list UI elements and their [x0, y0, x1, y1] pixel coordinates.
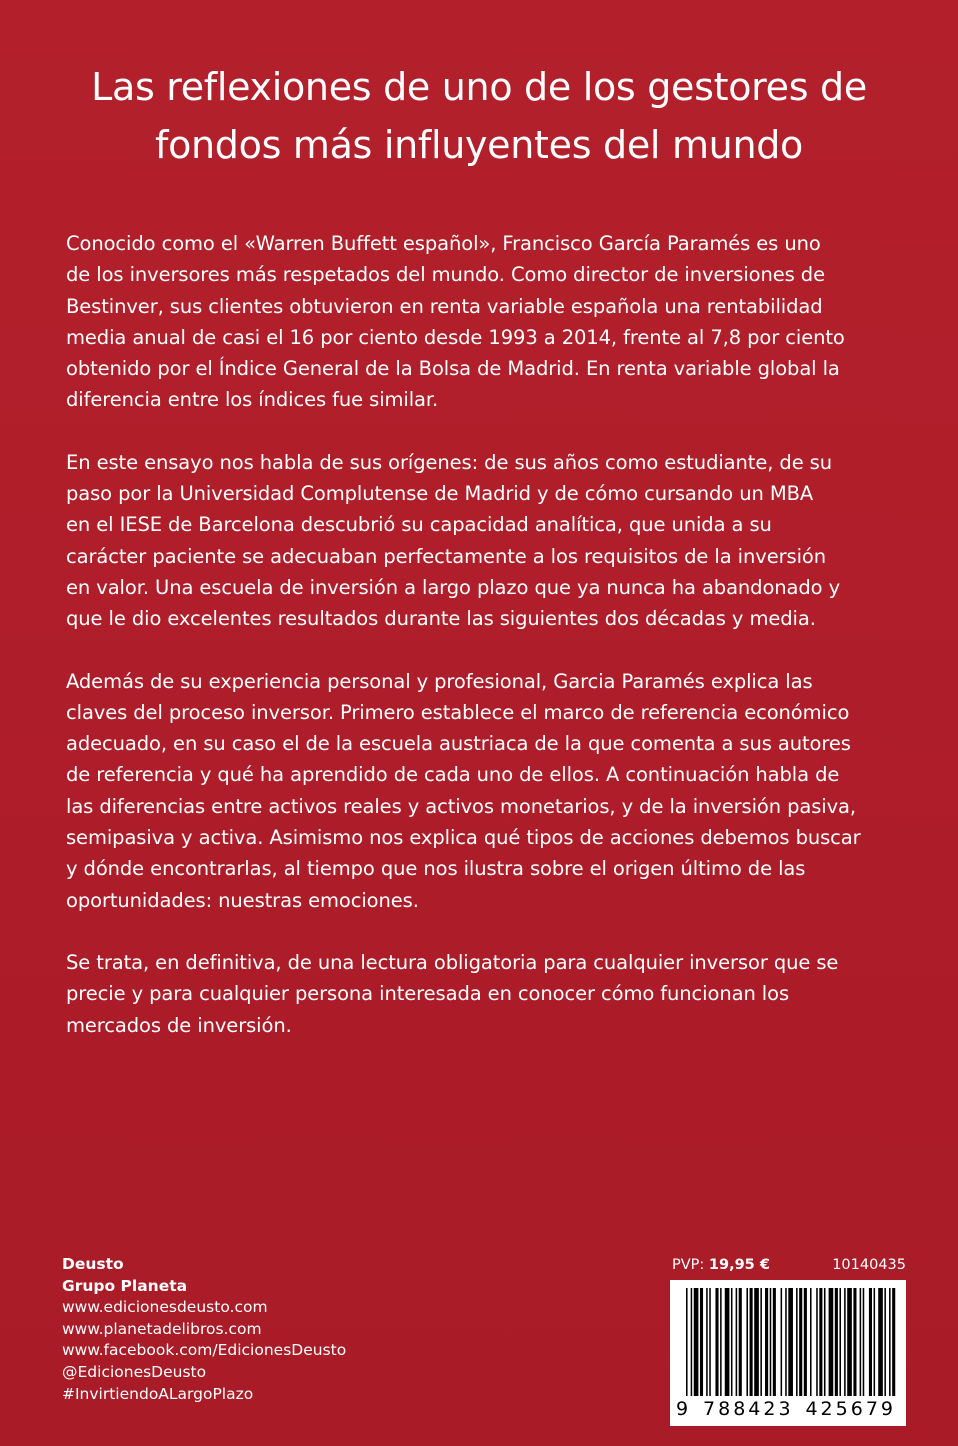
publisher-facebook: www.facebook.com/EdicionesDeusto [62, 1341, 347, 1360]
publisher-website: www.edicionesdeusto.com [62, 1298, 268, 1317]
text-line: de los inversores más respetados del mundo. Como director de inversiones de [66, 263, 825, 287]
barcode-bar [796, 1288, 798, 1396]
barcode-bar [754, 1288, 759, 1396]
barcode-bar [739, 1288, 742, 1396]
headline-line: fondos más influyentes del mundo [155, 123, 803, 167]
barcode-bar [816, 1288, 818, 1396]
text-line: en el IESE de Barcelona descubrió su capacidad analítica, que unida a su [66, 513, 772, 537]
barcode-bar [709, 1288, 711, 1396]
publisher-social-handle: @EdicionesDeusto [62, 1362, 207, 1381]
barcode-bar [731, 1288, 733, 1396]
product-code: 10140435 [832, 1257, 906, 1273]
text-line: de referencia y qué ha aprendido de cada uno de ellos. A continuación habla de [66, 763, 840, 787]
barcode-bar [889, 1288, 891, 1396]
text-line: paso por la Universidad Complutense de Madrid y de cómo cursando un MBA [66, 482, 814, 506]
barcode-bar [824, 1288, 826, 1396]
text-line: oportunidades: nuestras emociones. [66, 888, 419, 912]
barcode-bar [863, 1288, 865, 1396]
barcode-bar [750, 1288, 753, 1396]
barcode-digit-group: 788423 [703, 1398, 794, 1420]
text-line: las diferencias entre activos reales y activos monetarios, y de la inversión pasiva, [66, 794, 856, 818]
barcode-bar [835, 1288, 838, 1396]
text-line: que le dio excelentes resultados durante las siguientes dos décadas y media. [66, 607, 816, 631]
text-line: diferencia entre los índices fue similar. [66, 388, 439, 412]
text-line: y dónde encontrarlas, al tiempo que nos ilustra sobre el origen último de las [66, 857, 806, 881]
barcode-bar [720, 1288, 722, 1396]
synopsis [66, 228, 916, 1072]
price-value: 19,95 € [708, 1257, 770, 1273]
text-line: media anual de casi el 16 por ciento desde 1993 a 2014, frente al 7,8 por ciento [66, 325, 845, 349]
barcode-bar [892, 1288, 895, 1396]
barcode-digit-group: 425679 [805, 1398, 896, 1420]
barcode-bar [715, 1288, 718, 1396]
price [672, 1257, 770, 1273]
barcode-bar [788, 1288, 793, 1396]
barcode-bar [736, 1288, 738, 1396]
text-line: obtenido por el Índice General de la Bolsa de Madrid. En renta variable global la [66, 357, 840, 381]
barcode-bar [706, 1288, 708, 1396]
barcode-bar [874, 1288, 876, 1396]
barcode-bar [878, 1288, 883, 1396]
barcode-bar [860, 1288, 862, 1396]
barcode-bar [773, 1288, 776, 1396]
barcode-bar [770, 1288, 772, 1396]
barcode-bar [760, 1288, 762, 1396]
text-line: mercados de inversión. [66, 1013, 292, 1037]
text-line: adecuado, en su caso el de la escuela austriaca de la que comenta a sus autores [66, 732, 851, 756]
barcode-bar [844, 1288, 846, 1396]
barcode-digit-group: 9 [676, 1398, 692, 1420]
text-line: Además de su experiencia personal y profesional, Garcia Paramés explica las [66, 669, 813, 693]
barcode-bar [804, 1288, 807, 1396]
barcode-bar [694, 1288, 699, 1396]
text-line: carácter paciente se adecuaban perfectamente a los requisitos de la inversión [66, 544, 826, 568]
text-line: claves del proceso inversor. Primero establece el marco de referencia económico [66, 700, 850, 724]
synopsis-paragraph [66, 947, 916, 1041]
price-label: PVP: [672, 1257, 705, 1273]
barcode-bar [810, 1288, 812, 1396]
price-row [672, 1257, 906, 1273]
barcode-digits [670, 1398, 906, 1420]
barcode-bar [829, 1288, 834, 1396]
barcode-bar [765, 1288, 768, 1396]
barcode-bar [785, 1288, 787, 1396]
barcode-bar [691, 1288, 693, 1396]
text-line: precie y para cualquier persona interesada en conocer cómo funcionan los [66, 982, 790, 1006]
barcode-bar [839, 1288, 841, 1396]
barcode-bar [700, 1288, 703, 1396]
publisher-website: www.planetadelibros.com [62, 1319, 262, 1338]
barcode-bar [869, 1288, 872, 1396]
synopsis-paragraph [66, 228, 916, 416]
barcode-bar [799, 1288, 802, 1396]
publisher-group: Grupo Planeta [62, 1276, 188, 1295]
text-line: semipasiva y activa. Asimismo nos explica qué tipos de acciones debemos buscar [66, 826, 861, 850]
barcode-bar [746, 1288, 748, 1396]
synopsis-paragraph [66, 447, 916, 635]
publisher-info [62, 1254, 346, 1405]
text-line: Se trata, en definitiva, de una lectura obligatoria para cualquier inversor que se [66, 950, 839, 974]
publisher-name: Deusto [62, 1255, 124, 1273]
text-line: En este ensayo nos habla de sus orígenes: de sus años como estudiante, de su [66, 450, 833, 474]
barcode-bar [847, 1288, 852, 1396]
barcode [670, 1280, 906, 1426]
text-line: Conocido como el «Warren Buffett español», Francisco García Paramés es uno [66, 232, 821, 255]
synopsis-paragraph [66, 666, 916, 916]
text-line: en valor. Una escuela de inversión a largo plazo que ya nunca ha abandonado y [66, 575, 841, 599]
barcode-bar [853, 1288, 856, 1396]
barcode-bar [725, 1288, 730, 1396]
text-line: Bestinver, sus clientes obtuvieron en renta variable española una rentabilidad [66, 294, 823, 318]
back-cover-headline [40, 58, 918, 174]
headline-line: Las reflexiones de uno de los gestores de [91, 65, 867, 109]
barcode-bar [686, 1288, 688, 1396]
barcode-bar [819, 1288, 822, 1396]
barcode-bar [781, 1288, 783, 1396]
publisher-hashtag: #InvirtiendoALargoPlazo [62, 1384, 254, 1403]
barcode-bar [884, 1288, 886, 1396]
